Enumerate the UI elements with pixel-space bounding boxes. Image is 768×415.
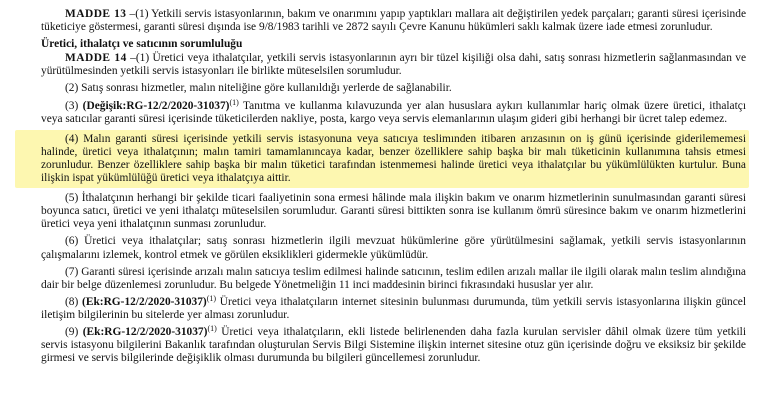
- paragraph-text: (7) Garanti süresi içerisinde arızalı malın satıcıya teslim edilmesi halinde satıcının, teslim edilen arızalı mallar ile ilgili olarak malın teslim alındığına dair bir belge düzenlemesi zorunludur. Bu belgede Yönetmeliğin 11 inci maddesinin birinci fıkrasındaki hususlar yer alır.: [41, 265, 746, 291]
- paragraph-clause-3: [41, 97, 746, 126]
- paragraph-clause-8: [41, 293, 746, 322]
- highlighted-paragraph-clause-4: [15, 130, 749, 188]
- footnote-marker: (1): [206, 293, 217, 303]
- paragraph-text: (5) İthalatçının herhangi bir şekilde ticari faaliyetinin sona ermesi hâlinde mala ilişkin bakım ve onarım hizmetlerinin sunulmasından garanti süresi boyunca satıcı, üretici ve yeni ithalatçı müteselsilen sorumludur. Garanti süresi bittikten sonra ise kullanım ömrü süresince bakım ve onarım hizmetlerini üretici veya yeni ithalatçının sunması zorunludur.: [41, 192, 746, 231]
- paragraph-text: (2) Satış sonrası hizmetler, malın niteliğine göre kullanıldığı yerlerde de sağlanabilir.: [65, 82, 452, 95]
- paragraph-madde-13: [41, 8, 746, 34]
- section-heading: [41, 38, 746, 51]
- paragraph-clause-9: [41, 323, 746, 365]
- paragraph-text: –(1) Üretici veya ithalatçılar, yetkili servis istasyonlarının ayrı bir tüzel kişiliği olsa dahi, satış sonrası hizmetlerin sağlanmasından ve yürütülmesinden yetkili servis istasyonları ile birlikte müteselsilen sorumludur.: [41, 52, 746, 78]
- clause-number: (9): [65, 325, 83, 338]
- paragraph-clause-2: [41, 82, 746, 95]
- section-heading-text: Üretici, ithalatçı ve satıcının sorumluluğu: [41, 38, 243, 51]
- paragraph-text: Üretici veya ithalatçıların internet sitesinin bulunması durumunda, tüm yetkili servis istasyonlarına ilişkin güncel iletişim bilgilerinin bu sitelerde yer alması zorunludur.: [41, 295, 746, 321]
- paragraph-text: –(1) Yetkili servis istasyonlarının, bakım ve onarımını yapıp yaptıkları mallara ait değiştirilen yedek parçaları; garanti süresi içerisinde tüketiciye göstermesi, garanti süresi dışında ise 9/8/1983 tarihli ve 2872 sayılı Çevre Kanunu hükümleri saklı kalmak üzere iade etmesi zorunludur.: [41, 8, 747, 34]
- paragraph-text: (6) Üretici veya ithalatçılar; satış sonrası hizmetlerin ilgili mevzuat hükümlerine göre yürütülmesini sağlamak, yetkili servis istasyonlarının çalışmalarını izlemek, kontrol etmek ve görülen eksiklikleri gidermekle yükümlüdür.: [41, 235, 746, 261]
- footnote-marker: (1): [207, 323, 217, 333]
- footnote-marker: (1): [229, 97, 239, 107]
- amendment-reference: (Ek:RG-12/2/2020-31037): [82, 295, 207, 308]
- clause-number: (8): [65, 295, 83, 308]
- paragraph-text: Tanıtma ve kullanma kılavuzunda yer alan hususlara aykırı kullanımlar hariç olmak üzere üretici, ithalatçı veya satıcılar garanti süresi içerisinde tüketicilerden nakliye, posta, kargo veya servis elemanlarının ulaşım gideri gibi herhangi bir ücret talep edemez.: [41, 99, 746, 125]
- clause-number: (3): [65, 99, 83, 112]
- article-number: MADDE 13: [65, 8, 127, 20]
- amendment-reference: (Değişik:RG-12/2/2020-31037): [82, 99, 230, 112]
- amendment-reference: (Ek:RG-12/2/2020-31037): [82, 325, 208, 338]
- paragraph-madde-14: [41, 52, 746, 78]
- paragraph-text: Üretici veya ithalatçıların, ekli listede belirlenenden daha fazla kurulan servisler dâhil olmak üzere tüm yetkili servis istasyonu bilgilerini Bakanlık tarafından oluşturulan Servis Bilgi Sistemine ilişkin internet sitesine otuz gün içerisinde doğru ve eksiksiz bir şekilde girmesi ve servis bilgilerinde değişiklik olması durumunda bu bilgileri güncellemesi zorunludur.: [41, 325, 746, 365]
- paragraph-text: (4) Malın garanti süresi içerisinde yetkili servis istasyonuna veya satıcıya teslimınden itibaren arızasının on iş günü içerisinde giderilememesi halinde, üretici veya ithalatçının; malın tamiri tamamlanıncaya kadar, benzer özelliklere sahip başka bir malı tüketicinin kullanımına tahsis etmesi zorunludur. Benzer özelliklere sahip başka bir malın tüketici tarafından istenmemesi halinde üretici veya ithalatçılar bu yükümlülükten kurtulur. Buna ilişkin ispat yükümlülüğü üretici veya ithalatçıya aittir.: [41, 132, 746, 185]
- paragraph-clause-5: [41, 192, 746, 231]
- paragraph-clause-6: [41, 235, 746, 261]
- article-number: MADDE 14: [65, 52, 127, 65]
- paragraph-clause-7: [41, 266, 746, 292]
